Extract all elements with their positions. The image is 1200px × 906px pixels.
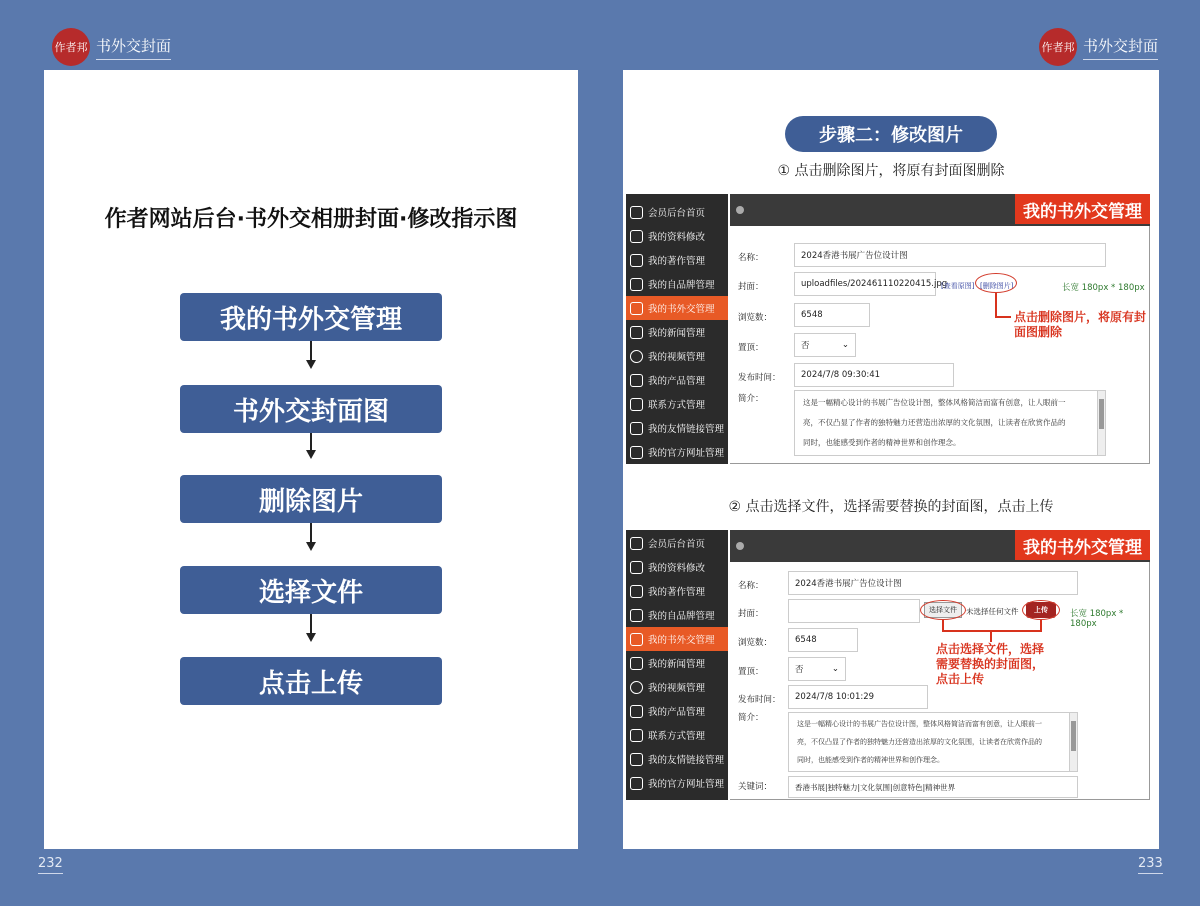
flow-step-5: 点击上传: [180, 657, 442, 705]
sidebar-item-official-site[interactable]: 我的官方网址管理: [626, 440, 728, 464]
sidebar-item-home[interactable]: 会员后台首页: [626, 531, 728, 555]
name-label: 名称：: [738, 581, 764, 591]
flow-step-1: 我的书外交管理: [180, 293, 442, 341]
flow-step-4: 选择文件: [180, 566, 442, 614]
right-header: [1039, 28, 1158, 66]
date-input[interactable]: 2024/7/8 10:01:29: [788, 685, 928, 709]
book-icon: [630, 254, 643, 267]
date-label: 发布时间：: [738, 695, 781, 705]
top-select[interactable]: 否 ⌄: [788, 657, 846, 681]
instruction-1: ① 点击删除图片，将原有封面图删除: [777, 163, 1005, 179]
cover-path-input[interactable]: uploadfiles/202461110220415.jpg: [794, 272, 936, 296]
panel-title: 我的书外交管理: [1015, 530, 1150, 560]
edit-form: [730, 562, 1150, 800]
status-dot-icon: [736, 542, 744, 550]
chevron-down-icon: ⌄: [841, 340, 849, 350]
hand-icon: [630, 777, 643, 790]
sidebar-item-video[interactable]: 我的视频管理: [626, 344, 728, 368]
date-label: 发布时间：: [738, 373, 781, 383]
header-title: 书外交封面: [96, 35, 171, 60]
name-input[interactable]: 2024香港书展广告位设计图: [788, 571, 1078, 595]
sidebar-item-products[interactable]: 我的产品管理: [626, 368, 728, 392]
view-original-link[interactable]: [查看原图]: [941, 282, 975, 290]
sidebar-item-news[interactable]: 我的新闻管理: [626, 320, 728, 344]
size-hint: 长宽 180px * 180px: [1070, 609, 1124, 629]
news-icon: [630, 326, 643, 339]
keywords-input[interactable]: 香港书展|独特魅力|文化氛围|创意特色|精神世界: [788, 776, 1078, 798]
handshake-icon: [630, 302, 643, 315]
screenshot-delete-image: [626, 194, 1150, 464]
news-icon: [630, 657, 643, 670]
home-icon: [630, 537, 643, 550]
sidebar-item-brand[interactable]: 我的自品牌管理: [626, 272, 728, 296]
callout-line: [995, 293, 997, 318]
edit-icon: [630, 230, 643, 243]
sidebar: [626, 194, 728, 464]
highlight-circle: [1022, 600, 1060, 620]
phone-icon: [630, 729, 643, 742]
sidebar-item-brand[interactable]: 我的自品牌管理: [626, 603, 728, 627]
intro-label: 简介：: [738, 713, 764, 723]
file-input[interactable]: [788, 599, 920, 623]
edit-form: [730, 226, 1150, 464]
sidebar-item-news[interactable]: 我的新闻管理: [626, 651, 728, 675]
flow-arrow-icon: [306, 633, 316, 642]
guide-title: 作者网站后台·书外交相册封面·修改指示图: [104, 207, 518, 232]
hand-icon: [630, 422, 643, 435]
status-dot-icon: [736, 206, 744, 214]
step-title: 步骤二：修改图片: [785, 116, 997, 152]
sidebar-item-links[interactable]: 我的友情链接管理: [626, 416, 728, 440]
textarea-scrollbar[interactable]: [1069, 713, 1077, 771]
brand-logo: 作者邦: [1039, 28, 1077, 66]
sidebar-item-profile[interactable]: 我的资料修改: [626, 224, 728, 248]
sidebar-item-home[interactable]: 会员后台首页: [626, 200, 728, 224]
brand-logo: 作者邦: [52, 28, 90, 66]
top-label: 置顶：: [738, 667, 764, 677]
edit-icon: [630, 561, 643, 574]
screenshot-upload-image: [626, 530, 1150, 800]
hand-icon: [630, 705, 643, 718]
size-hint: 长宽 180px * 180px: [1062, 283, 1145, 293]
intro-label: 简介：: [738, 394, 764, 404]
views-input[interactable]: 6548: [794, 303, 870, 327]
sidebar-item-book-diplomacy[interactable]: 我的书外交管理: [626, 627, 728, 651]
callout-line: [942, 630, 1042, 632]
panel-topbar: [730, 530, 1150, 562]
flow-step-3: 删除图片: [180, 475, 442, 523]
views-input[interactable]: 6548: [788, 628, 858, 652]
panel-topbar: [730, 194, 1150, 226]
page-number-left: 232: [38, 856, 63, 874]
sidebar-item-works[interactable]: 我的著作管理: [626, 579, 728, 603]
sidebar-item-video[interactable]: 我的视频管理: [626, 675, 728, 699]
textarea-scrollbar[interactable]: [1097, 391, 1105, 455]
upload-button[interactable]: 上传: [1026, 602, 1056, 618]
instruction-2: ② 点击选择文件，选择需要替换的封面图，点击上传: [728, 499, 1054, 515]
hand-icon: [630, 753, 643, 766]
flow-connector: [310, 523, 312, 543]
page-number-right: 233: [1138, 856, 1163, 874]
flow-arrow-icon: [306, 360, 316, 369]
sidebar-item-products[interactable]: 我的产品管理: [626, 699, 728, 723]
hand-icon: [630, 446, 643, 459]
camera-icon: [630, 278, 643, 291]
views-label: 浏览数：: [738, 638, 773, 648]
callout-line: [990, 630, 992, 642]
handshake-icon: [630, 633, 643, 646]
right-page: [623, 70, 1159, 849]
callout-line: [995, 316, 1011, 318]
left-page: [44, 70, 578, 849]
top-select[interactable]: 否 ⌄: [794, 333, 856, 357]
flow-connector: [310, 433, 312, 451]
sidebar-item-book-diplomacy[interactable]: 我的书外交管理: [626, 296, 728, 320]
flow-connector: [310, 614, 312, 634]
sidebar-item-links[interactable]: 我的友情链接管理: [626, 747, 728, 771]
flow-arrow-icon: [306, 542, 316, 551]
callout-line: [1040, 620, 1042, 632]
play-icon: [630, 350, 643, 363]
sidebar-item-works[interactable]: 我的著作管理: [626, 248, 728, 272]
sidebar-item-contact[interactable]: 联系方式管理: [626, 723, 728, 747]
views-label: 浏览数：: [738, 313, 773, 323]
flow-arrow-icon: [306, 450, 316, 459]
flow-connector: [310, 341, 312, 361]
delete-image-link[interactable]: [删除图片]: [980, 282, 1014, 290]
play-icon: [630, 681, 643, 694]
sidebar-item-contact[interactable]: 联系方式管理: [626, 392, 728, 416]
choose-file-button[interactable]: 选择文件: [924, 602, 962, 618]
panel-title: 我的书外交管理: [1015, 194, 1150, 224]
no-file-text: 未选择任何文件: [966, 607, 1019, 616]
home-icon: [630, 206, 643, 219]
name-label: 名称：: [738, 253, 764, 263]
name-input[interactable]: 2024香港书展广告位设计图: [794, 243, 1106, 267]
sidebar-item-profile[interactable]: 我的资料修改: [626, 555, 728, 579]
highlight-circle: [920, 600, 966, 620]
header-title: 书外交封面: [1083, 35, 1158, 60]
intro-textarea[interactable]: 这是一幅精心设计的书展广告位设计图，整体风格简洁而富有创意，让人眼前一 亮，不仅凸显了作者的独特魅力还营造出浓厚的文化氛围，让读者在欣赏作品的 同时，也能感受到作者的精神世界和创作理念。: [788, 712, 1078, 772]
highlight-circle: [975, 273, 1017, 293]
sidebar: [626, 530, 728, 800]
date-input[interactable]: 2024/7/8 09:30:41: [794, 363, 954, 387]
book-icon: [630, 585, 643, 598]
keywords-label: 关键词：: [738, 782, 773, 792]
callout-note: 点击选择文件，选择需要替换的封面图，点击上传: [936, 642, 1045, 686]
camera-icon: [630, 609, 643, 622]
cover-label: 封面：: [738, 282, 764, 292]
callout-note: 点击删除图片，将原有封面图删除: [1014, 310, 1147, 339]
intro-textarea[interactable]: 这是一幅精心设计的书展广告位设计图，整体风格简洁而富有创意，让人眼前一 亮，不仅凸显了作者的独特魅力还营造出浓厚的文化氛围，让读者在欣赏作品的 同时，也能感受到作者的精神世界和创作理念。: [794, 390, 1106, 456]
hand-icon: [630, 374, 643, 387]
chevron-down-icon: ⌄: [831, 664, 839, 674]
cover-label: 封面：: [738, 609, 764, 619]
top-label: 置顶：: [738, 343, 764, 353]
flow-step-2: 书外交封面图: [180, 385, 442, 433]
left-header: [52, 28, 171, 66]
sidebar-item-official-site[interactable]: 我的官方网址管理: [626, 771, 728, 795]
phone-icon: [630, 398, 643, 411]
